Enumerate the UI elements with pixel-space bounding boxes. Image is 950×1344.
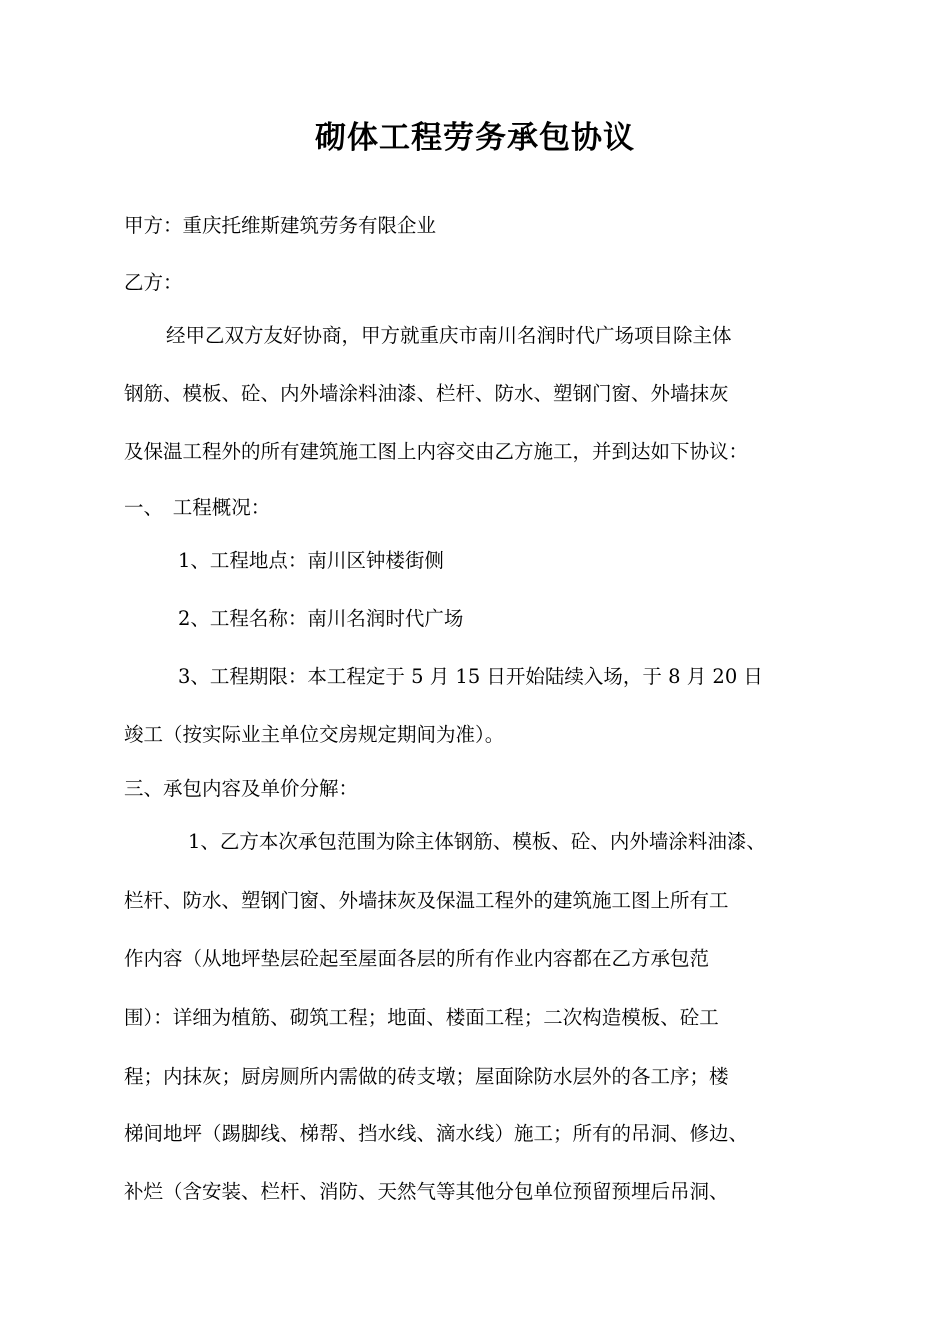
section1-item-period-cont: 竣工（按实际业主单位交房规定期间为准）。 <box>124 723 505 746</box>
section1-item-period: 3、工程期限：本工程定于 5 月 15 日开始陆续入场，于 8 月 20 日 <box>178 665 763 688</box>
section3-line-2: 栏杆、防水、塑钢门窗、外墙抹灰及保温工程外的建筑施工图上所有工 <box>124 889 729 912</box>
intro-line-2: 钢筋、模板、砼、内外墙涂料油漆、栏杆、防水、塑钢门窗、外墙抹灰 <box>124 382 729 405</box>
party-a-line: 甲方：重庆托维斯建筑劳务有限企业 <box>124 214 437 237</box>
section3-line-1: 1、乙方本次承包范围为除主体钢筋、模板、砼、内外墙涂料油漆、 <box>188 830 766 853</box>
section3-line-3: 作内容（从地坪垫层砼起至屋面各层的所有作业内容都在乙方承包范 <box>124 947 710 970</box>
section3-line-7: 补烂（含安装、栏杆、消防、天然气等其他分包单位预留预埋后吊洞、 <box>124 1180 729 1203</box>
section3-line-5: 程；内抹灰；厨房厕所内需做的砖支墩；屋面除防水层外的各工序；楼 <box>124 1065 729 1088</box>
section1-heading: 一、 工程概况： <box>124 496 271 519</box>
party-b-line: 乙方： <box>124 271 183 294</box>
section3-heading: 三、承包内容及单价分解： <box>124 777 359 800</box>
section1-item-location: 1、工程地点：南川区钟楼街侧 <box>178 549 444 572</box>
section1-item-name: 2、工程名称：南川名润时代广场 <box>178 607 464 630</box>
document-title: 砌体工程劳务承包协议 <box>315 120 635 156</box>
intro-line-3: 及保温工程外的所有建筑施工图上内容交由乙方施工，并到达如下协议： <box>124 440 749 463</box>
intro-line-1: 经甲乙双方友好协商，甲方就重庆市南川名润时代广场项目除主体 <box>166 324 732 347</box>
section3-line-6: 梯间地坪（踢脚线、梯帮、挡水线、滴水线）施工；所有的吊洞、修边、 <box>124 1122 749 1145</box>
section3-line-4: 围）：详细为植筋、砌筑工程；地面、楼面工程；二次构造模板、砼工 <box>124 1006 719 1029</box>
